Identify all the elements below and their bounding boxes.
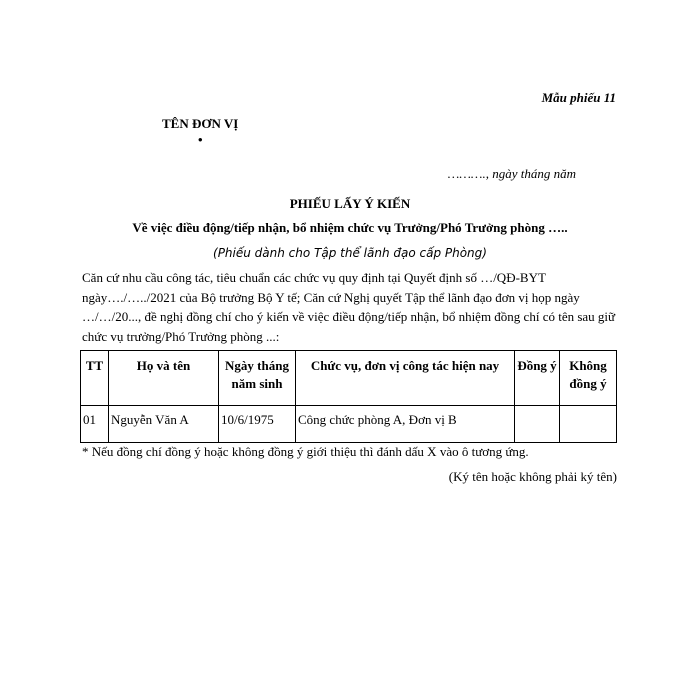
header-name: Họ và tên [109, 351, 219, 406]
cell-dob: 10/6/1975 [219, 406, 296, 443]
table-header-row [81, 351, 617, 406]
intro-paragraph: Căn cứ nhu cầu công tác, tiêu chuẩn các chức vụ quy định tại Quyết định số …/QĐ-BYT ngày…./…../2021 của Bộ trưởng Bộ Y tế; Căn cứ Nghị quyết Tập thể lãnh đạo đơn vị họp ngày …/…/20..., đề nghị đồng chí cho ý kiến về việc điều động/tiếp nhận, bổ nhiệm đồng chí có tên sau giữ chức vụ trưởng/Phó Trưởng phòng ...: [82, 270, 616, 344]
header-tt: TT [81, 351, 109, 406]
cell-agree [515, 406, 560, 443]
header-position: Chức vụ, đơn vị công tác hiện nay [296, 351, 515, 406]
header-disagree: Không đồng ý [560, 351, 617, 406]
cell-tt: 01 [81, 406, 109, 443]
cell-name: Nguyễn Văn A [109, 406, 219, 443]
org-name: TÊN ĐƠN VỊ [162, 116, 239, 131]
cell-disagree [560, 406, 617, 443]
footnote: * Nếu đồng chí đồng ý hoặc không đồng ý giới thiệu thì đánh dấu X vào ô tương ứng. [82, 444, 529, 459]
cell-position: Công chức phòng A, Đơn vị B [296, 406, 515, 443]
org-bullet: • [198, 132, 203, 147]
header-agree: Đồng ý [515, 351, 560, 406]
signature-note: (Ký tên hoặc không phải ký tên) [448, 469, 617, 484]
table-row [81, 406, 617, 443]
place-date: ………., ngày tháng năm [447, 166, 576, 181]
candidate-table [80, 350, 617, 443]
document-title: PHIẾU LẤY Ý KIẾN [289, 196, 411, 211]
document-note: (Phiếu dành cho Tập thể lãnh đạo cấp Phòng) [213, 246, 487, 260]
form-code: Mẫu phiếu 11 [541, 90, 616, 105]
document-subject: Về việc điều động/tiếp nhận, bổ nhiệm chức vụ Trưởng/Phó Trưởng phòng ….. [132, 220, 568, 235]
header-dob: Ngày tháng năm sinh [219, 351, 296, 406]
